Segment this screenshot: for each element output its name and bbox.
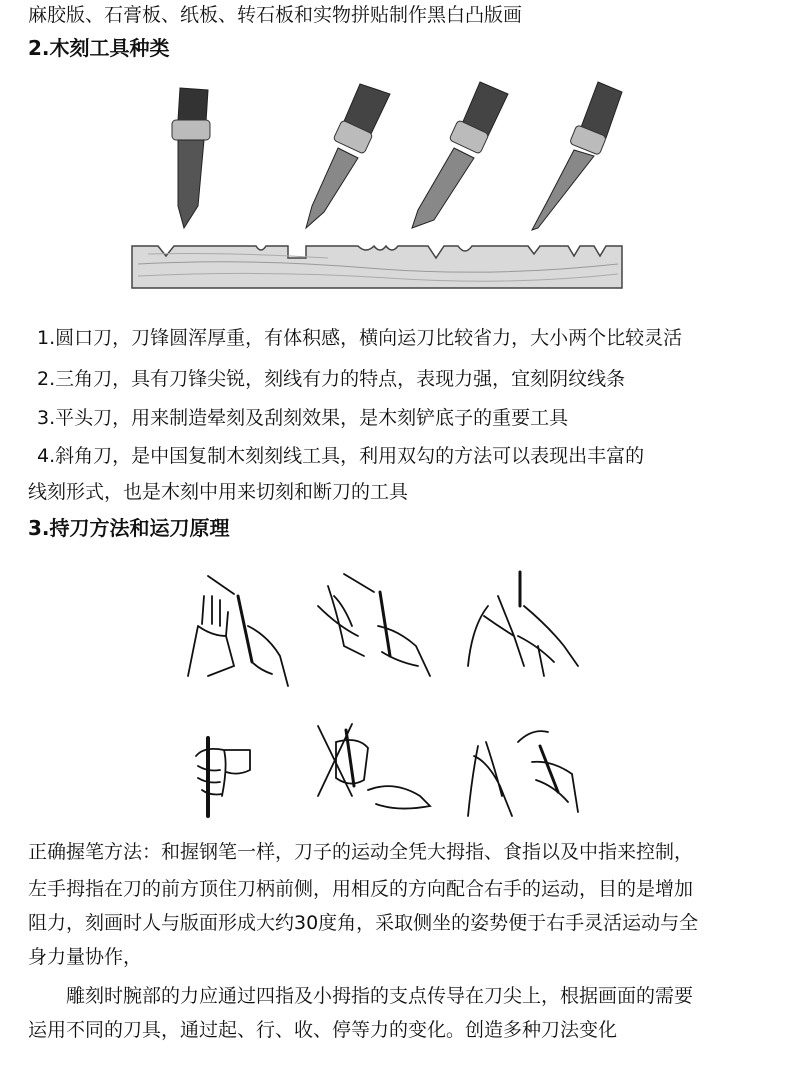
- woodcut-tools-illustration: [128, 78, 626, 296]
- holding-method-line-1: 正确握笔方法：和握钢笔一样，刀子的运动全凭大拇指、食指以及中指来控制，: [28, 841, 694, 863]
- intro-text: 麻胶版、石膏板、纸板、转石板和实物拼贴制作黑白凸版画: [28, 4, 523, 26]
- hand-figure-5: [318, 724, 430, 809]
- wood-block: [132, 246, 622, 288]
- carving-paragraph-line-1: 雕刻时腕部的力应通过四指及小拇指的支点传导在刀尖上，根据画面的需要: [28, 985, 694, 1007]
- tool-item-2: 2.三角刀，具有刀锋尖锐，刻线有力的特点，表现力强，宜刻阴纹线条: [37, 368, 626, 390]
- hand-figure-3: [468, 572, 578, 676]
- hand-figure-4: [196, 738, 250, 816]
- tool-item-4: 4.斜角刀，是中国复制木刻刻线工具，利用双勾的方法可以表现出丰富的: [37, 445, 645, 467]
- tool-item-3: 3.平头刀，用来制造晕刻及刮刻效果，是木刻铲底子的重要工具: [37, 407, 569, 429]
- tool-item-4-continued: 线刻形式，也是木刻中用来切刻和断刀的工具: [28, 481, 409, 503]
- tool-2: [306, 84, 390, 228]
- holding-method-line-2: 左手拇指在刀的前方顶住刀柄前侧，用相反的方向配合右手的运动，目的是增加: [28, 878, 694, 900]
- tool-item-1: 1.圆口刀，刀锋圆浑厚重，有体积感，横向运刀比较省力，大小两个比较灵活: [37, 327, 683, 349]
- tool-3: [412, 82, 508, 228]
- tool-4: [532, 82, 622, 230]
- section-3-heading: 3.持刀方法和运刀原理: [28, 516, 230, 540]
- hand-figure-2: [318, 574, 430, 676]
- tool-1: [172, 88, 210, 228]
- hand-figure-1: [188, 576, 288, 686]
- section-2-heading: 2.木刻工具种类: [28, 36, 170, 60]
- carving-paragraph-line-2: 运用不同的刀具，通过起、行、收、停等力的变化。创造多种刀法变化: [28, 1019, 618, 1041]
- knife-holding-illustration: [168, 566, 588, 822]
- holding-method-line-4: 身力量协作，: [28, 946, 143, 968]
- holding-method-line-3: 阻力，刻画时人与版面形成大约30度角，采取侧坐的姿势便于右手灵活运动与全: [28, 912, 699, 934]
- hand-figure-6: [468, 731, 578, 816]
